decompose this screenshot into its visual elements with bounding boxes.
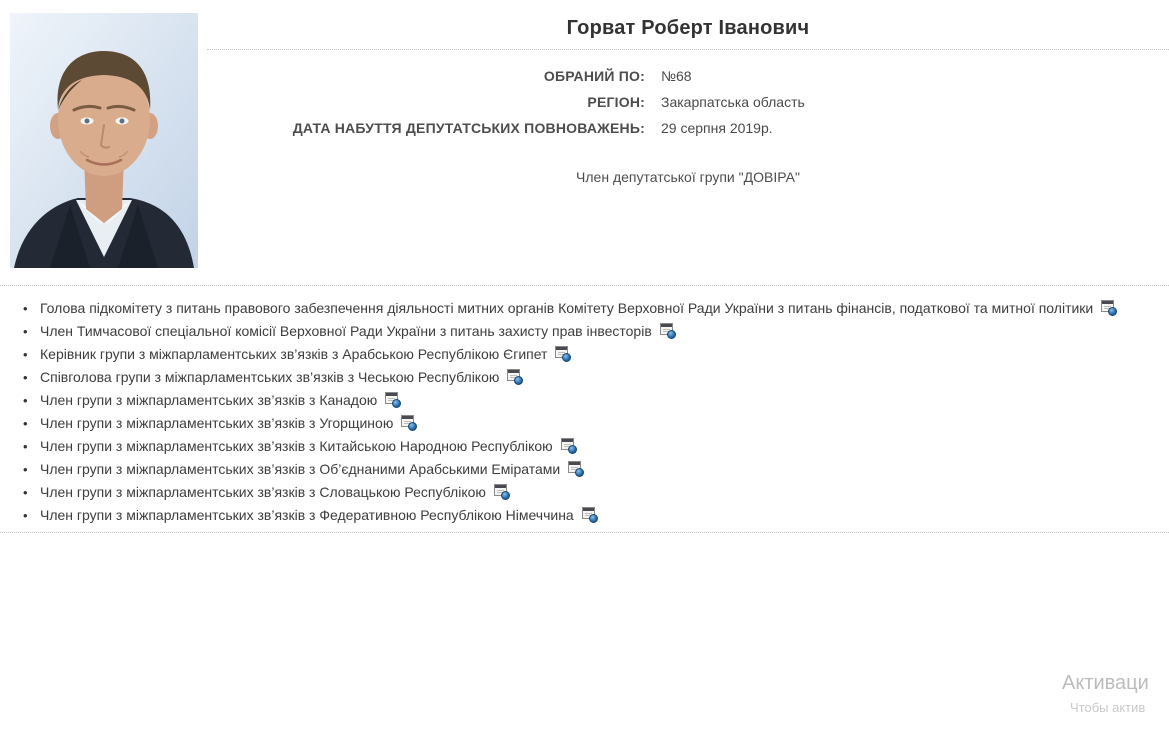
field-label: РЕГІОН:: [587, 94, 645, 110]
document-link-icon[interactable]: [660, 323, 676, 339]
position-list-item: [40, 435, 1159, 458]
position-list-item: [40, 504, 1159, 527]
position-text: Член групи з міжпарламентських зв’язків з Китайською Народною Республікою: [40, 438, 553, 454]
profile-header-section: [0, 0, 1169, 285]
document-link-icon[interactable]: [568, 461, 584, 477]
position-text: Голова підкомітету з питань правового забезпечення діяльності митних органів Комітету Верховної Ради України з питань фінансів, податкової та митної політики: [40, 300, 1094, 316]
field-label: ДАТА НАБУТТЯ ДЕПУТАТСЬКИХ ПОВНОВАЖЕНЬ:: [292, 120, 645, 136]
position-text: Член групи з міжпарламентських зв’язків з Канадою: [40, 392, 378, 408]
document-link-icon[interactable]: [555, 346, 571, 362]
position-list-item: [40, 320, 1159, 343]
position-list-item: [40, 412, 1159, 435]
position-text: Співголова групи з міжпарламентських зв’язків з Чеською Республікою: [40, 369, 500, 385]
header-fields: [207, 63, 1169, 141]
deputy-group-membership: Член депутатської групи "ДОВІРА": [576, 169, 800, 185]
details-section: [0, 532, 1169, 708]
document-link-icon[interactable]: [494, 484, 510, 500]
position-text: Член групи з міжпарламентських зв’язків з Угорщиною: [40, 415, 394, 431]
position-list-item: [40, 458, 1159, 481]
field-row: [207, 63, 1169, 89]
position-text: Член групи з міжпарламентських зв’язків з Об’єднаними Арабськими Еміратами: [40, 461, 561, 477]
page-title: Горват Роберт Іванович: [566, 17, 810, 39]
document-link-icon[interactable]: [582, 507, 598, 523]
deputy-photo: [10, 13, 198, 268]
document-link-icon[interactable]: [1101, 300, 1117, 316]
watermark-title: Активаци: [1062, 672, 1149, 694]
document-link-icon[interactable]: [561, 438, 577, 454]
position-list-item: [40, 389, 1159, 412]
position-text: Член Тимчасової спеціальної комісії Верховної Ради України з питань захисту прав інвесторів: [40, 323, 652, 339]
position-list-item: [40, 366, 1159, 389]
field-label: ОБРАНИЙ ПО:: [543, 68, 645, 84]
header-right-column: [207, 0, 1169, 185]
document-link-icon[interactable]: [401, 415, 417, 431]
position-list-item: [40, 297, 1159, 320]
title-divider: [207, 49, 1169, 50]
position-list-item: [40, 481, 1159, 504]
position-text: Керівник групи з міжпарламентських зв’язків з Арабською Республікою Єгипет: [40, 346, 548, 362]
watermark-subtitle: Чтобы актив: [1070, 700, 1146, 715]
field-value: №68: [661, 68, 692, 84]
positions-list: [0, 285, 1169, 532]
deputy-portrait-illustration: [10, 13, 198, 268]
position-text: Член групи з міжпарламентських зв’язків з Словацькою Республікою: [40, 484, 486, 500]
field-value: 29 серпня 2019р.: [661, 120, 773, 136]
document-link-icon[interactable]: [507, 369, 523, 385]
position-list-item: [40, 343, 1159, 366]
field-value: Закарпатська область: [661, 94, 805, 110]
field-row: [207, 115, 1169, 141]
field-row: [207, 89, 1169, 115]
document-link-icon[interactable]: [385, 392, 401, 408]
position-text: Член групи з міжпарламентських зв’язків з Федеративною Республікою Німеччина: [40, 507, 574, 523]
